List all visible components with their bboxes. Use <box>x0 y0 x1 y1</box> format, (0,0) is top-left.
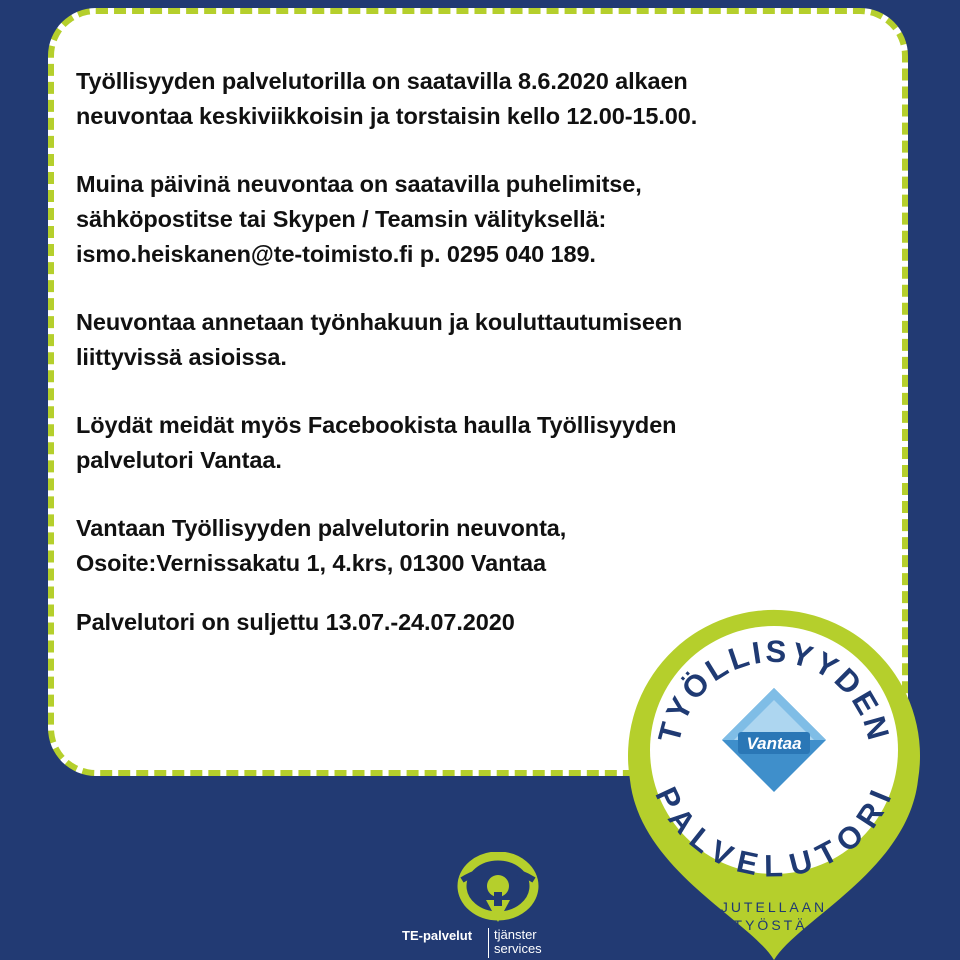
notice-paragraph-facebook: Löydät meidät myös Facebookista haulla Työllisyyden palvelutori Vantaa. <box>76 412 677 473</box>
te-palvelut-logo <box>402 852 578 960</box>
notice-text <box>76 64 796 673</box>
badge-bottom-text: PALVELUTORI <box>648 781 900 884</box>
badge-tagline-1: JUTELLAAN <box>720 899 828 915</box>
notice-paragraph-address: Vantaan Työllisyyden palvelutorin neuvonta, Osoite:Vernissakatu 1, 4.krs, 01300 Vantaa <box>76 515 567 576</box>
te-palvelut-sv-1: tjänster <box>494 927 537 942</box>
notice-paragraph-topics: Neuvontaa annetaan työnhakuun ja kouluttautumiseen liittyvissä asioissa. <box>76 309 683 370</box>
notice-paragraph-contact: Muina päivinä neuvontaa on saatavilla puhelimitse, sähköpostitse tai Skypen / Teamsin välityksellä: ismo.heiskanen@te-toimisto.fi p. 0295 040 189. <box>76 171 642 267</box>
notice-paragraph-hours: Työllisyyden palvelutorilla on saatavilla 8.6.2020 alkaen neuvontaa keskiviikkoisin ja torstaisin kello 12.00-15.00. <box>76 68 698 129</box>
notice-paragraph-closed: Palvelutori on suljettu 13.07.-24.07.2020 <box>76 609 515 635</box>
badge-top-text: TYÖLLISYYDEN <box>651 633 897 747</box>
palvelutori-badge <box>600 590 960 960</box>
badge-pin-graphic <box>600 590 960 960</box>
badge-tagline-2: TYÖSTÄ. <box>733 917 815 933</box>
te-logo-divider <box>488 928 489 958</box>
svg-text:Vantaa: Vantaa <box>746 734 802 753</box>
te-palvelut-sv-2: services <box>494 941 542 956</box>
te-palvelut-icon <box>456 852 540 924</box>
te-palvelut-name: TE-palvelut <box>402 928 473 943</box>
